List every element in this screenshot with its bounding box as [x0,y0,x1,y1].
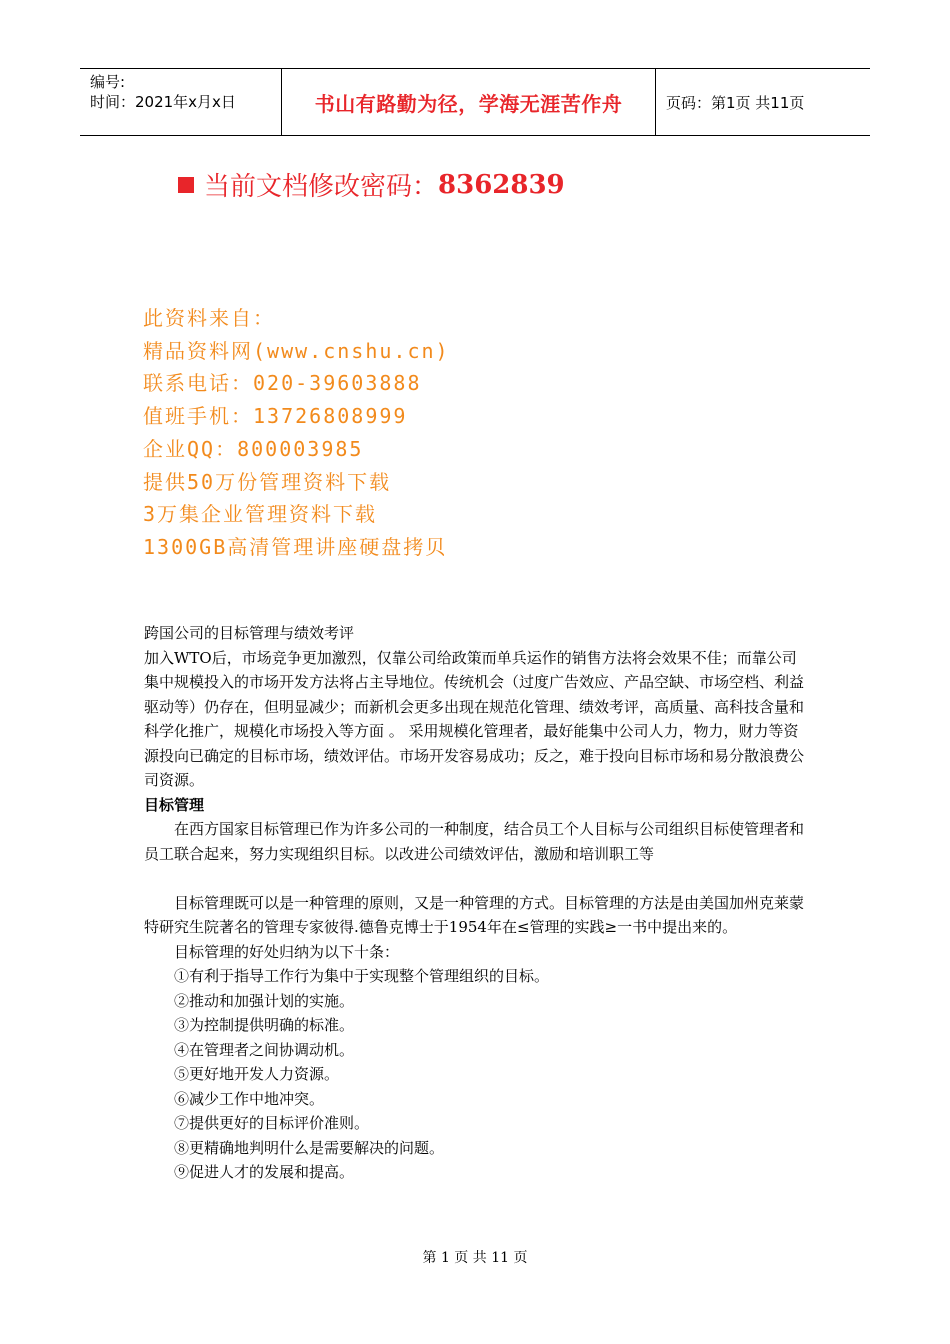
header-page-cell [656,69,870,135]
list-item: ⑨促进人才的发展和提高。 [174,1163,355,1181]
article-intro: 加入WTO后，市场竞争更加激烈，仅靠公司给政策而单兵运作的销售方法将会效果不佳；而靠公司集中规模投入的市场开发方法将占主导地位。传统机会（过度广告效应、产品空缺、市场空档、利益驱动等）仍存在，但明显减少；而新机会更多出现在规范化管理、绩效考评，高质量、高科技含量和科学化推广，规模化市场投入等方面 。 采用规模化管理者，最好能集中公司人力，物力，财力等资源投向已确定的目标市场，绩效评估。市场开发容易成功；反之，难于投向目标市场和易分散浪费公司资源。 [144,648,805,789]
paragraph: 在西方国家目标管理已作为许多公司的一种制度，结合员工个人目标与公司组织目标使管理者和员工联合起来，努力实现组织目标。以改进公司绩效评估，激励和培训职工等 [144,820,805,863]
list-item: ⑥减少工作中地冲突。 [174,1089,325,1108]
section-heading: 目标管理 [144,795,205,814]
list-item: ④在管理者之间协调动机。 [174,1040,355,1059]
password-line [178,166,565,203]
list-item: ②推动和加强计划的实施。 [174,991,355,1010]
source-line: 提供50万份管理资料下载 [143,469,392,494]
source-line: 精品资料网(www.cnshu.cn) [143,338,450,363]
list-item: ⑦提供更好的目标评价准则。 [174,1114,370,1132]
square-bullet-icon [178,177,194,193]
article-body [144,621,809,1185]
list-item: ⑧更精确地判明什么是需要解决的问题。 [174,1138,445,1157]
article-title: 跨国公司的目标管理与绩效考评 [144,624,355,642]
source-line: 联系电话：020-39603888 [143,371,422,396]
source-line: 企业QQ：800003985 [143,436,364,461]
password-code: 8362839 [438,169,565,200]
header-number-label: 编号: [90,73,126,91]
list-intro: 目标管理的好处归纳为以下十条： [174,942,400,961]
password-label: 当前文档修改密码： [204,172,439,202]
list-item: ③为控制提供明确的标准。 [174,1016,355,1034]
source-line: 1300GB高清管理讲座硬盘拷贝 [143,534,448,559]
header-page-info: 页码：第1页 共11页 [666,93,805,112]
paragraph-gap [144,866,809,891]
header-motto-cell [282,69,656,135]
source-line: 此资料来自： [143,306,275,330]
list-item: ①有利于指导工作行为集中于实现整个管理组织的目标。 [174,967,550,985]
list-item: ⑤更好地开发人力资源。 [174,1065,340,1083]
page-footer: 第 1 页 共 11 页 [422,1250,528,1266]
header-left-cell [80,69,282,135]
paragraph: 目标管理既可以是一种管理的原则，又是一种管理的方式。目标管理的方法是由美国加州克莱蒙特研究生院著名的管理专家彼得.德鲁克博士于1954年在≤管理的实践≥一书中提出来的。 [144,893,805,936]
header-motto: 书山有路勤为径，学海无涯苦作舟 [314,91,623,116]
header-time-label: 时间：2021年x月x日 [90,93,236,111]
document-header [80,68,870,136]
source-line: 值班手机：13726808999 [143,404,408,429]
source-line: 3万集企业管理资料下载 [143,502,378,527]
source-info-block [143,302,450,564]
